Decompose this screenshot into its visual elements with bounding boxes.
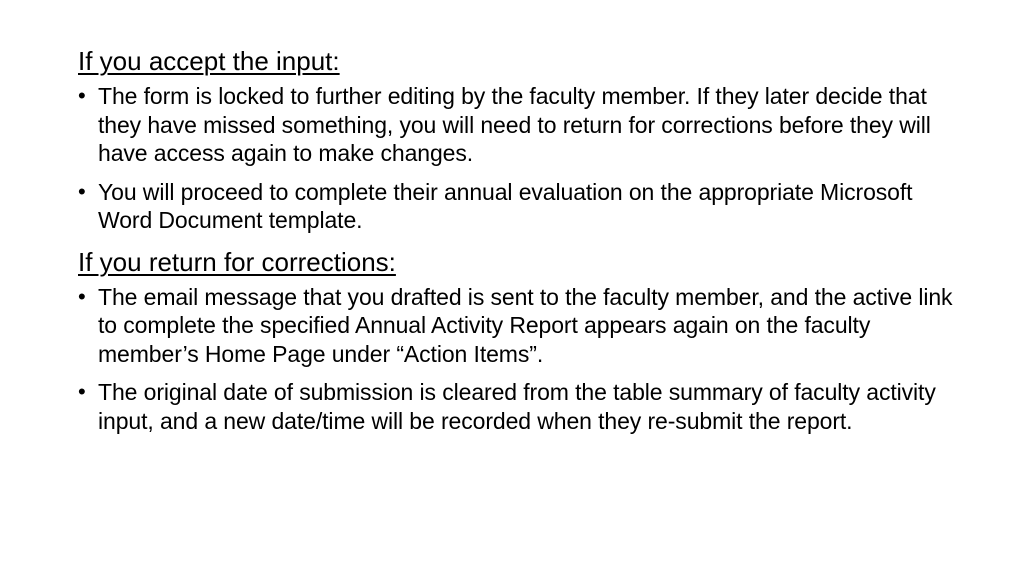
slide-content <box>78 44 958 445</box>
bullet-item: • The form is locked to further editing by the faculty member. If they later decide that they have missed something, you will need to return for corrections before they will have access again to make changes. <box>78 82 958 168</box>
bullet-item: • You will proceed to complete their annual evaluation on the appropriate Microsoft Word Document template. <box>78 178 958 235</box>
bullet-item: • The email message that you drafted is sent to the faculty member, and the active link to complete the specified Annual Activity Report appears again on the faculty member’s Home Page under “Action Items”. <box>78 283 958 369</box>
accept-input-heading: If you accept the input: <box>78 46 340 76</box>
return-corrections-bullets <box>78 283 958 436</box>
accept-input-bullets <box>78 82 958 235</box>
return-corrections-heading: If you return for corrections: <box>78 246 396 277</box>
bullet-item: • The original date of submission is cleared from the table summary of faculty activity input, and a new date/time will be recorded when they re-submit the report. <box>78 378 958 435</box>
